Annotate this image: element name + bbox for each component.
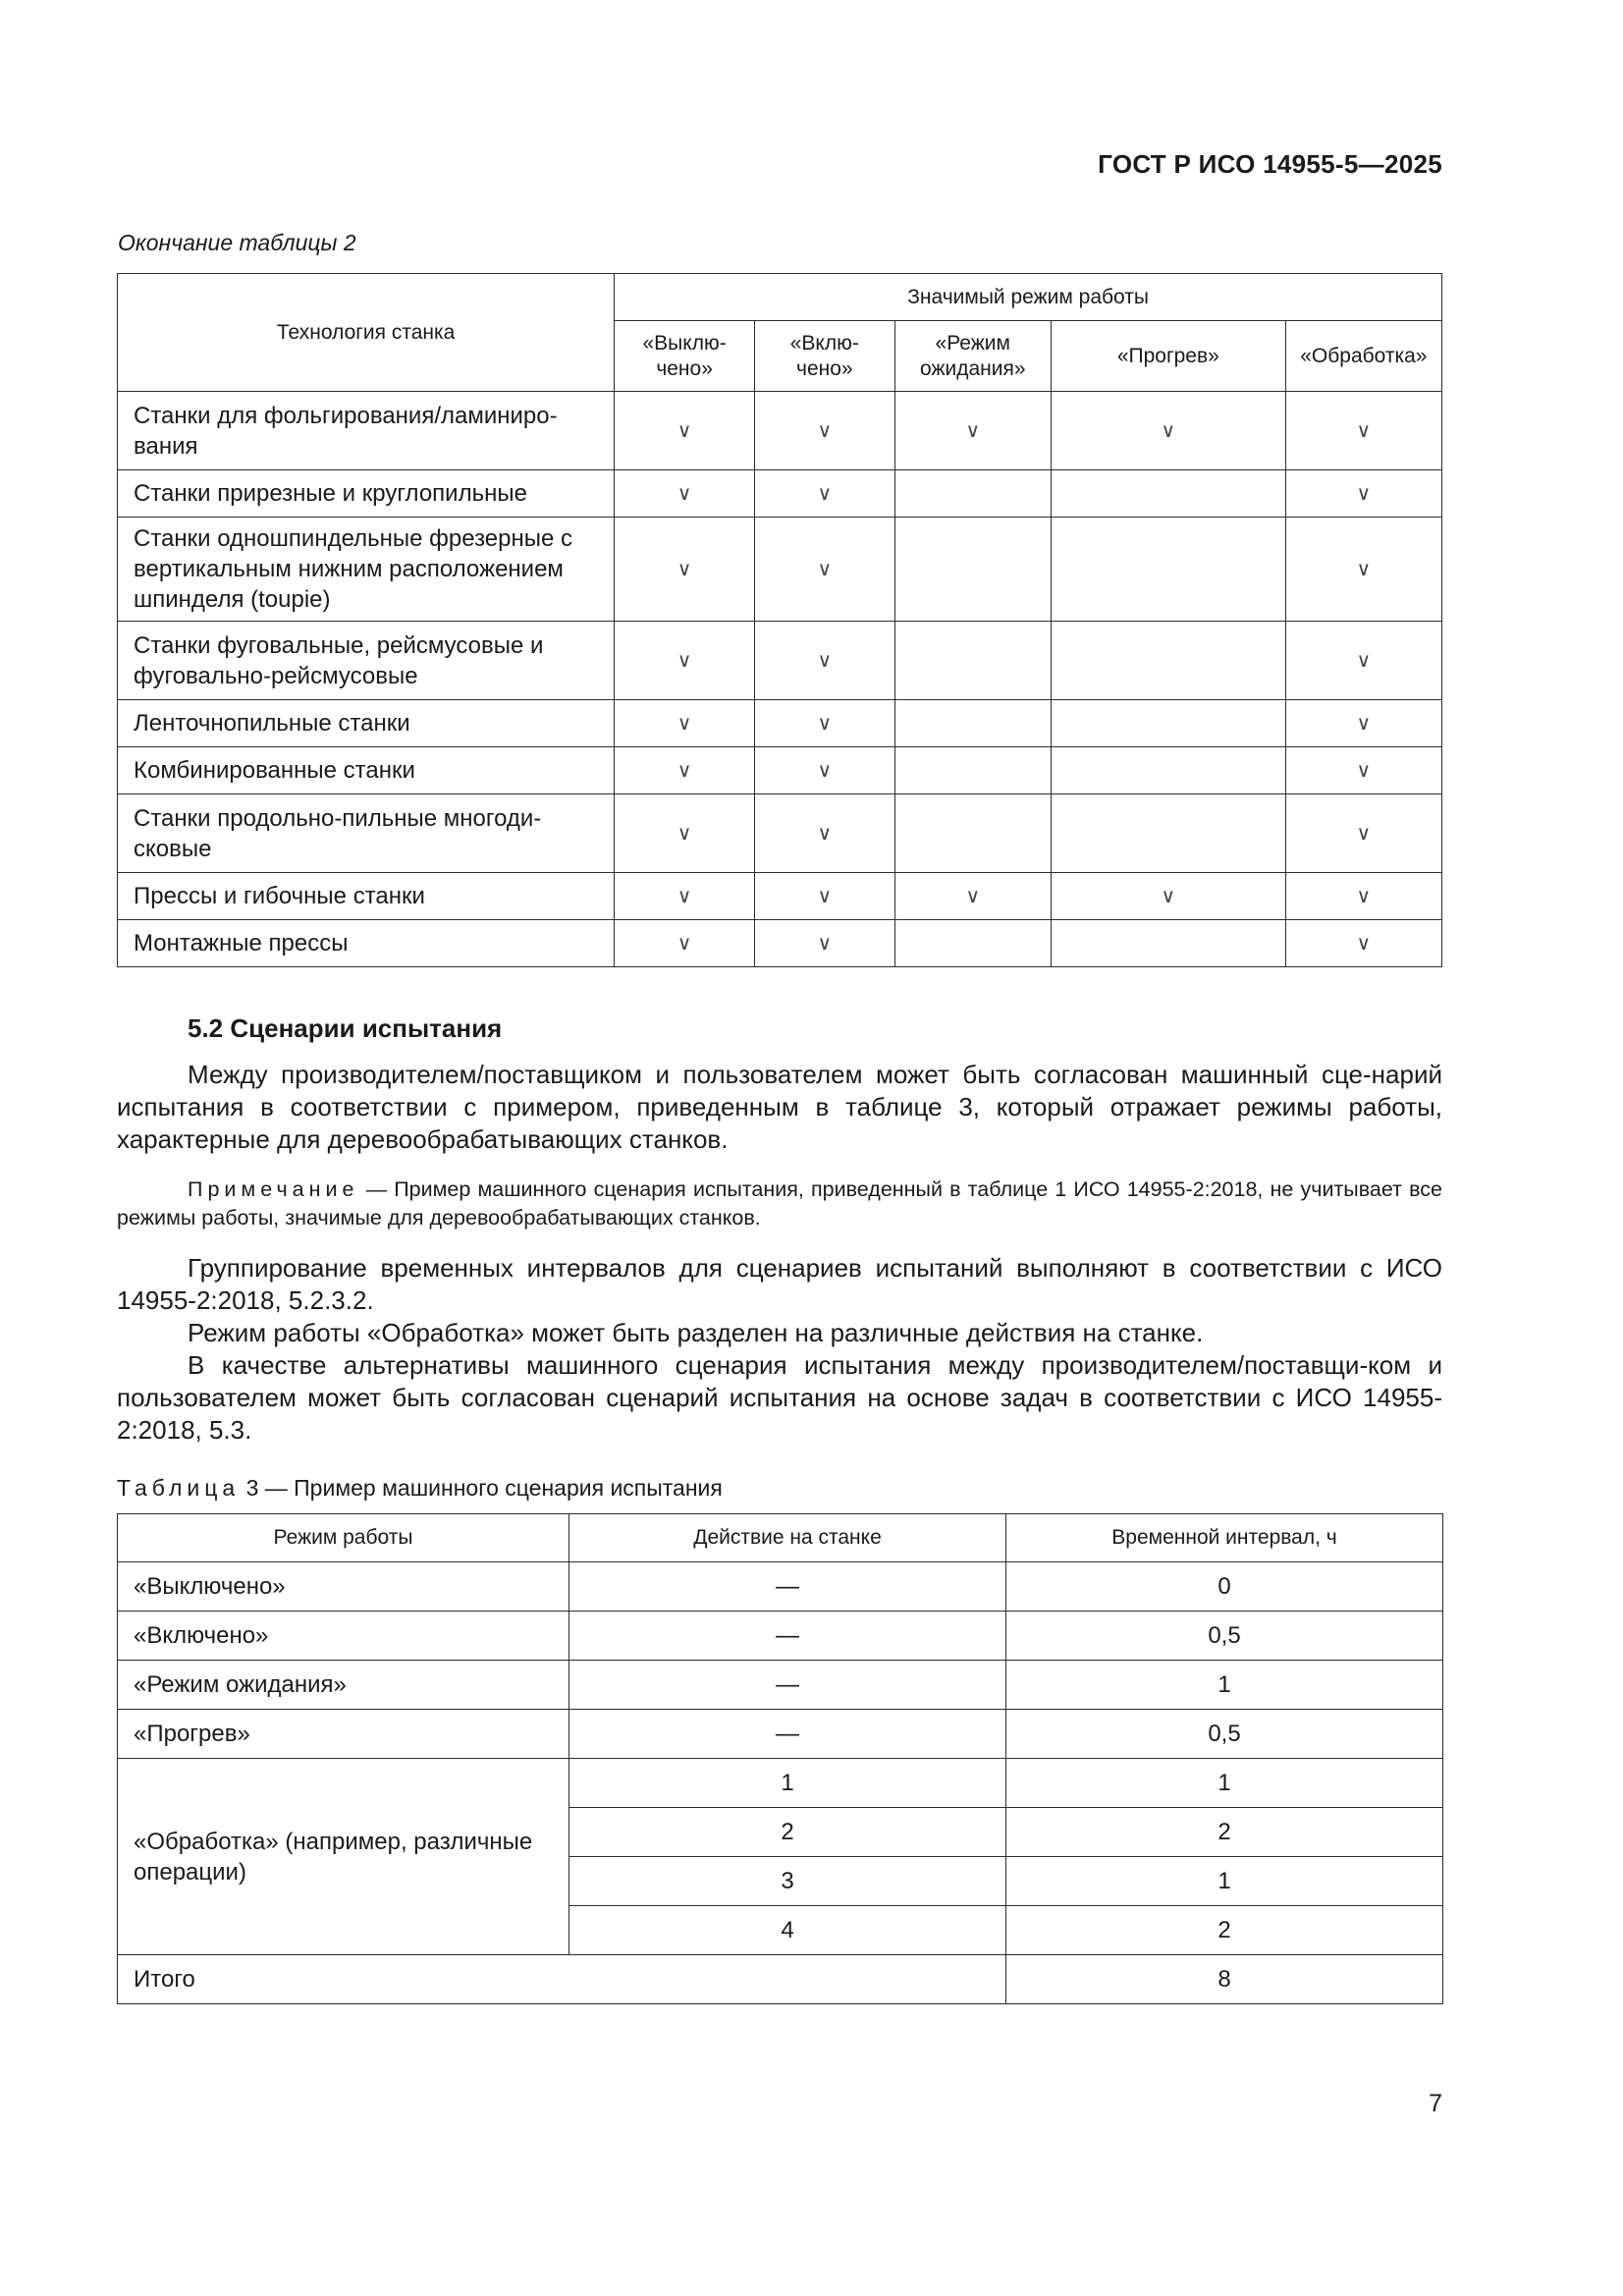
mode-check-mark: ∨ [1285,794,1441,873]
time-interval-cell: 0,5 [1006,1710,1443,1759]
mode-check-mark: ∨ [1285,747,1441,794]
empty-cell [1051,920,1285,967]
mode-check-mark: ∨ [754,747,894,794]
mode-check-mark: ∨ [615,700,755,747]
time-interval-cell: 0 [1006,1562,1443,1612]
machine-action-cell: — [569,1710,1006,1759]
mode-check-mark: ∨ [1285,873,1441,920]
time-interval-cell: 2 [1006,1808,1443,1857]
machine-technology-name: Ленточнопильные станки [118,700,615,747]
time-interval-cell: 1 [1006,1661,1443,1710]
table-3-test-scenario [117,1513,1443,2004]
table-row [118,392,1442,470]
operating-mode-cell: «Включено» [118,1612,569,1661]
operating-mode-cell: «Выключено» [118,1562,569,1612]
header-mode: «Вклю- чено» [754,321,894,392]
mode-check-mark: ∨ [754,518,894,622]
mode-check-mark: ∨ [754,470,894,518]
mode-check-mark: ∨ [1285,518,1441,622]
machine-technology-name: Прессы и гибочные станки [118,873,615,920]
empty-cell [894,794,1051,873]
mode-check-mark: ∨ [754,700,894,747]
mode-check-mark: ∨ [615,518,755,622]
machine-technology-name: Комбинированные станки [118,747,615,794]
paragraph-processing-split: Режим работы «Обработка» может быть разделен на различные действия на станке. [188,1318,1204,1347]
mode-check-mark: ∨ [894,873,1051,920]
mode-check-mark: ∨ [615,873,755,920]
table3-caption: Таблица 3 — Пример машинного сценария испытания [117,1475,723,1501]
header-mode: «Обработка» [1285,321,1441,392]
header-operating-mode: Режим работы [118,1514,569,1562]
empty-cell [894,700,1051,747]
mode-check-mark: ∨ [754,873,894,920]
header-time-interval: Временной интервал, ч [1006,1514,1443,1562]
header-mode: «Прогрев» [1051,321,1285,392]
header-mode: «Режим ожидания» [894,321,1051,392]
paragraph-test-scenario: Между производителем/поставщиком и пользователем может быть согласован машинный сце-нарий испытания в соответствии с примером, приведенным в таблице 3, который отражает режимы работы, характерные для деревообрабатывающих станков. [117,1060,1442,1154]
operating-mode-cell: «Режим ожидания» [118,1661,569,1710]
table-row [118,1562,1443,1612]
document-id-header: ГОСТ Р ИСО 14955-5—2025 [1098,149,1442,179]
mode-check-mark: ∨ [754,794,894,873]
header-machine-action: Действие на станке [569,1514,1006,1562]
header-mode: «Выклю- чено» [615,321,755,392]
machine-action-cell: 3 [569,1857,1006,1906]
table-row [118,920,1442,967]
paragraph-grouping: Группирование временных интервалов для сценариев испытаний выполняют в соответствии с ИСО 14955-2:2018, 5.2.3.2. [117,1253,1442,1315]
machine-technology-name: Станки для фольгирования/ламиниро- вания [118,392,615,470]
empty-cell [1051,700,1285,747]
table-row [118,470,1442,518]
machine-action-cell: — [569,1661,1006,1710]
empty-cell [1051,794,1285,873]
time-interval-cell: 0,5 [1006,1612,1443,1661]
table-row [118,1710,1443,1759]
mode-check-mark: ∨ [754,392,894,470]
total-label: Итого [118,1955,1006,2004]
empty-cell [894,747,1051,794]
machine-action-cell: — [569,1562,1006,1612]
table-row [118,518,1442,622]
note-label: Примечание [188,1177,359,1201]
mode-check-mark: ∨ [754,622,894,700]
mode-check-mark: ∨ [754,920,894,967]
empty-cell [894,920,1051,967]
empty-cell [1051,470,1285,518]
mode-check-mark: ∨ [1285,470,1441,518]
table-row [118,1661,1443,1710]
mode-check-mark: ∨ [1285,920,1441,967]
total-value: 8 [1006,1955,1443,2004]
machine-action-cell: 1 [569,1759,1006,1808]
table-row [118,622,1442,700]
mode-check-mark: ∨ [1285,700,1441,747]
mode-check-mark: ∨ [615,392,755,470]
mode-check-mark: ∨ [1051,392,1285,470]
machine-action-cell: — [569,1612,1006,1661]
table-2-modes [117,273,1442,967]
table-row [118,700,1442,747]
machine-action-cell: 4 [569,1906,1006,1955]
machine-technology-name: Монтажные прессы [118,920,615,967]
total-row [118,1955,1443,2004]
operating-mode-cell: «Обработка» (например, различные операции) [118,1759,569,1955]
machine-technology-name: Станки одношпиндельные фрезерные с вертикальным нижним расположением шпинделя (toupie) [118,518,615,622]
operating-mode-cell: «Прогрев» [118,1710,569,1759]
mode-check-mark: ∨ [1285,392,1441,470]
empty-cell [1051,747,1285,794]
header-machine-technology: Технология станка [118,274,615,392]
table-row [118,1759,1443,1808]
mode-check-mark: ∨ [615,920,755,967]
mode-check-mark: ∨ [615,747,755,794]
time-interval-cell: 2 [1006,1906,1443,1955]
mode-check-mark: ∨ [894,392,1051,470]
paragraph-alternative: В качестве альтернативы машинного сценария испытания между производителем/поставщи-ком и пользователем может быть согласован сценарий испытания на основе задач в соответствии с ИСО 14955-2:2018, 5.3. [117,1350,1442,1445]
table-row [118,873,1442,920]
empty-cell [894,518,1051,622]
mode-check-mark: ∨ [1285,622,1441,700]
machine-technology-name: Станки продольно-пильные многоди- сковые [118,794,615,873]
note-text: — Пример машинного сценария испытания, приведенный в таблице 1 ИСО 14955-2:2018, не учитывает все режимы работы, значимые для деревообрабатывающих станков. [117,1177,1442,1230]
time-interval-cell: 1 [1006,1759,1443,1808]
table-row [118,747,1442,794]
note-block [117,1175,1442,1232]
mode-check-mark: ∨ [1051,873,1285,920]
header-significant-modes: Значимый режим работы [615,274,1442,321]
machine-technology-name: Станки фуговальные, рейсмусовые и фуговально-рейсмусовые [118,622,615,700]
table-row [118,794,1442,873]
machine-technology-name: Станки прирезные и круглопильные [118,470,615,518]
page-number: 7 [1429,2090,1442,2117]
table-row [118,1612,1443,1661]
empty-cell [894,622,1051,700]
mode-check-mark: ∨ [615,794,755,873]
table2-continuation-caption: Окончание таблицы 2 [118,230,356,255]
mode-check-mark: ∨ [615,470,755,518]
empty-cell [1051,622,1285,700]
section-title: 5.2 Сценарии испытания [188,1013,503,1043]
empty-cell [894,470,1051,518]
mode-check-mark: ∨ [615,622,755,700]
empty-cell [1051,518,1285,622]
machine-action-cell: 2 [569,1808,1006,1857]
time-interval-cell: 1 [1006,1857,1443,1906]
